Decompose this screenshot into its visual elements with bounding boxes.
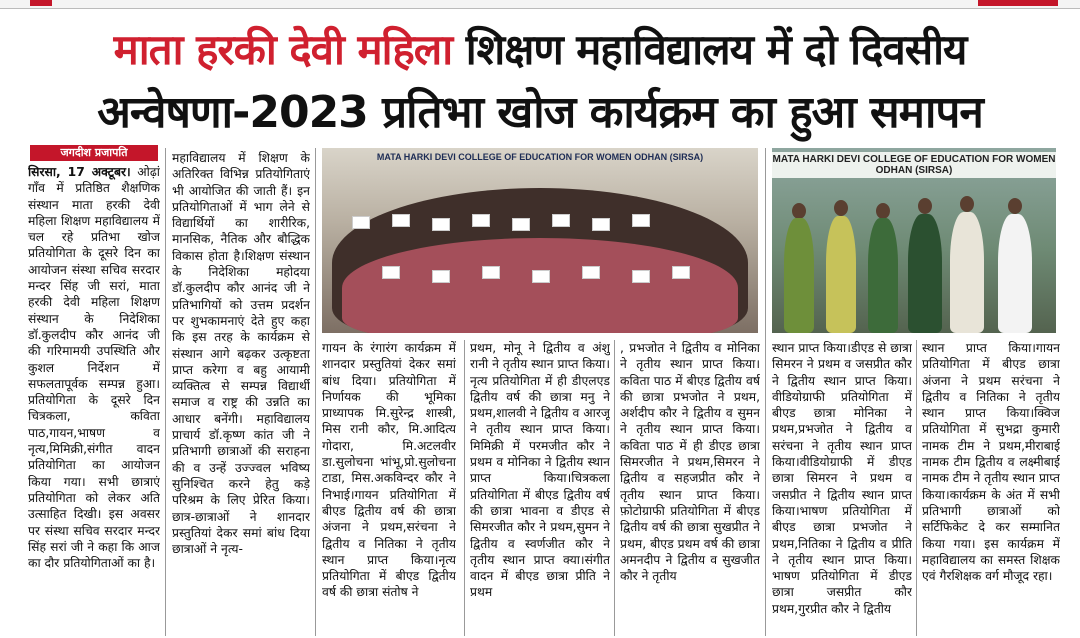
- article-column-2: [172, 150, 310, 636]
- headline-black-part: शिक्षण महाविद्यालय में दो दिवसीय: [452, 25, 967, 74]
- person-head: [834, 200, 848, 216]
- certificate: [582, 266, 600, 279]
- headline-red-part: माता हरकी देवी महिला: [113, 25, 453, 74]
- column-6-text: स्थान प्राप्त किया।डीएड से छात्रा सिमरन ने प्रथम व जसप्रीत कौर ने द्वितीय स्थान प्राप्त किया। वीडियोग्राफी प्रतियोगिता में बीएड छात्रा मोनिका ने प्रथम,प्रभजोत ने द्वितीय व सरंचना ने तृतीय स्थान प्राप्त किया।वीडियोग्राफी में डीएड छात्रा सिमरन ने प्रथम व जसप्रीत ने द्वितीय स्थान प्राप्त किया।भाषण प्रतियोगिता में बीएड छात्रा प्रभजोत ने प्रथम,नितिका ने द्वितीय व प्रीति ने तृतीय स्थान प्राप्त किया।भाषण प्रतियोगिता में डीएड छात्रा जसप्रीत कौर प्रथम,गुरप्रीत कौर ने द्वितीय: [772, 341, 912, 616]
- certificate: [552, 214, 570, 227]
- article-column-4: [470, 340, 610, 636]
- certificate: [432, 270, 450, 283]
- certificate: [382, 266, 400, 279]
- column-divider: [464, 340, 465, 636]
- photo-2-banner: MATA HARKI DEVI COLLEGE OF EDUCATION FOR WOMEN ODHAN (SIRSA): [772, 154, 1056, 176]
- person: [950, 212, 984, 333]
- certificate: [532, 270, 550, 283]
- page-top-strip: [0, 0, 1080, 9]
- column-divider: [916, 340, 917, 636]
- column-divider: [165, 148, 166, 636]
- column-5-text: , प्रभजोत ने द्वितीय व मोनिका ने तृतीय स्थान प्राप्त किया।कविता पाठ में बीएड द्वितीय वर्ष की छात्रा प्रभजोत ने प्रथम, अर्शदीप कौर ने द्वितीय व सुमन ने तृतीय स्थान प्राप्त किया। कविता पाठ में ही डीएड छात्रा सिमरजीत ने प्रथम,सिमरन ने द्वितीय व सहजप्रीत कौर ने तृतीय स्थान प्राप्त किया।फ़ोटोग्राफी प्रतियोगिता में बीएड द्वितीय वर्ष की छात्रा सुखप्रीत ने प्रथम, बीएड प्रथम वर्ष की छात्रा अमनदीप ने द्वितीय व सुखजीत कौर ने तृतीय: [620, 341, 760, 584]
- certificate: [482, 266, 500, 279]
- article-column-7: [922, 340, 1060, 636]
- article-column-1: [28, 164, 160, 636]
- dateline: सिरसा, 17 अक्टूबर।: [28, 165, 131, 179]
- person: [784, 218, 814, 333]
- award-ceremony-photo: [772, 148, 1056, 333]
- article-column-3: [322, 340, 456, 636]
- article-column-5: [620, 340, 760, 636]
- column-divider: [614, 340, 615, 636]
- top-strip-accent-right: [978, 0, 1058, 6]
- column-7-text: स्थान प्राप्त किया।गायन प्रतियोगिता में बीएड छात्रा अंजना ने प्रथम सरंचना ने द्वितीय व नितिका ने तृतीय स्थान प्राप्त किया।क्विज प्रतियोगिता में सुभद्रा कुमारी नामक टीम ने प्रथम,मीराबाई नामक टीम द्वितीय व लक्ष्मीबाई नामक टीम ने तृतीय स्थान प्राप्त किया।कार्यक्रम के अंत में सभी प्रतिभागी छात्राओं को सर्टिफिकेट दे कर सम्मानित किया गया। इस कार्यक्रम में महाविद्यालय का समस्त शिक्षक एवं गैरशिक्षक वर्ग मौजूद रहा।: [922, 341, 1060, 584]
- person-head: [918, 198, 932, 214]
- headline-line-1: [0, 20, 1080, 77]
- certificate: [352, 216, 370, 229]
- certificate: [512, 218, 530, 231]
- article-column-6: [772, 340, 912, 636]
- person: [998, 214, 1032, 333]
- person-head: [960, 196, 974, 212]
- person: [826, 216, 856, 333]
- certificate: [632, 214, 650, 227]
- students-front-row: [342, 238, 738, 333]
- column-4-text: प्रथम, मोनू ने द्वितीय व अंशु रानी ने तृतीय स्थान प्राप्त किया। नृत्य प्रतियोगिता में ही डीएलएड द्वितीय वर्ष की छात्रा मनु ने प्रथम,शालवी ने द्वितीय व आरजू ने तृतीय स्थान प्राप्त किया। मिमिक्री में परमजीत कौर ने प्रथम व मोनिका ने द्वितीय स्थान प्राप्त किया।चित्रकला प्रतियोगिता में बीएड द्वितीय वर्ष की छात्रा भावना व डीएड से सिमरजीत कौर ने प्रथम,सुमन ने द्वितीय व स्वर्णजीत कौर ने तृतीय स्थान प्राप्त क्या।संगीत वादन में बीएड छात्रा प्रीति ने प्रथम: [470, 341, 610, 600]
- certificate: [632, 270, 650, 283]
- certificate: [672, 266, 690, 279]
- person-head: [1008, 198, 1022, 214]
- column-2-text: महाविद्यालय में शिक्षण के अतिरिक्त विभिन्न प्रतियोगिताएं भी आयोजित की जाती हैं। इन प्रतियोगिताओं में भाग लेने से विद्यार्थियों का शारीरिक, मानसिक, नैतिक और बौद्धिक विकास होता है।शिक्षण संस्थान के निदेशिका महोदया डॉ.कुलदीप कौर आनंद जी ने प्रतिभागियों को उत्तम प्रदर्शन पर शुभकामनाएं देते हुए कहा कि इस तरह के कार्यक्रम से संस्थान आगे बढ़कर उत्कृष्टता प्राप्त करेगा व बहु आयामी व्यक्तित्व से सम्पन्न विद्यार्थी समाज व राष्ट्र की उन्नति का आधार बनेंगी। महाविद्यालय प्राचार्य डॉ.कृष्ण कांत जी ने प्रतिभागी छात्राओं की सराहना की व उन्हें उज्ज्वल भविष्य सुनिश्चित करने हेतु कड़े परिश्रम के लिए प्रेरित किया। छात्र-छात्राओं ने शानदार प्रस्तुतियां देकर समां बांध दिया छात्राओं ने नृत्य-: [172, 151, 310, 557]
- column-divider: [765, 148, 766, 636]
- certificate: [392, 214, 410, 227]
- certificate: [592, 218, 610, 231]
- person: [868, 218, 898, 333]
- person: [908, 214, 942, 333]
- certificate: [472, 214, 490, 227]
- photo-1-banner: MATA HARKI DEVI COLLEGE OF EDUCATION FOR WOMEN ODHAN (SIRSA): [376, 152, 704, 162]
- byline: जगदीश प्रजापति: [30, 145, 158, 161]
- top-strip-accent-left: [30, 0, 52, 6]
- headline-line-2: अन्वेषणा-2023 प्रतिभा खोज कार्यक्रम का हुआ समापन: [97, 87, 983, 138]
- column-divider: [315, 148, 316, 636]
- column-1-text: ओढ़ां गाँव में प्रतिष्ठित शैक्षणिक संस्थान माता हरकी देवी महिला शिक्षण महाविद्यालय में चल रहे प्रतिभा खोज प्रतियोगिता के दूसरे दिन का आयोजन संस्था सचिव सरदार मन्दर सिंह जी सरां, माता हरकी देवी महिला शिक्षण संस्थान के निदेशिका डॉ.कुलदीप कौर आनंद जी की गरिमामयी उपस्थिति और कुशल निर्देशन में सफलतापूर्वक सम्पन्न हुआ। प्रतियोगिता के दूसरे दिन चित्रकला, कविता पाठ,गायन,भाषण व नृत्य,मिमिक्री,संगीत वादन प्रतियोगिता का आयोजन किया गया। सभी छात्राएं प्रतियोगिता को लेकर अति उत्साहित दिखी। इस अवसर पर संस्था सचिव सरदार मन्दर सिंह सरां जी ने कहा कि आज का दौर प्रतियोगिताओं का है।: [28, 165, 160, 571]
- person-head: [792, 203, 806, 219]
- group-photo-certificates: [322, 148, 758, 333]
- certificate: [432, 218, 450, 231]
- column-3-text: गायन के रंगारंग कार्यक्रम में शानदार प्रस्तुतियां देकर समां बांध दिया। प्रतियोगिता में निर्णायक की भूमिका प्राध्यापक मि.सुरेन्द्र शास्त्री, मिस रानी कौर, मि.आदित्य गोदारा, मि.अटलवीर डा.सुलोचना भांभू,प्रो.सुलोचना टाडा, मिस.अकविन्दर कौर ने निभाई।गायन प्रतियोगिता में बीएड द्वितीय वर्ष की छात्रा अंजना ने प्रथम,सरंचना ने द्वितीय व नितिका ने तृतीय स्थान प्राप्त किया।नृत्य प्रतियोगिता में बीएड द्वितीय वर्ष की छात्रा संतोष ने: [322, 341, 456, 600]
- person-head: [876, 203, 890, 219]
